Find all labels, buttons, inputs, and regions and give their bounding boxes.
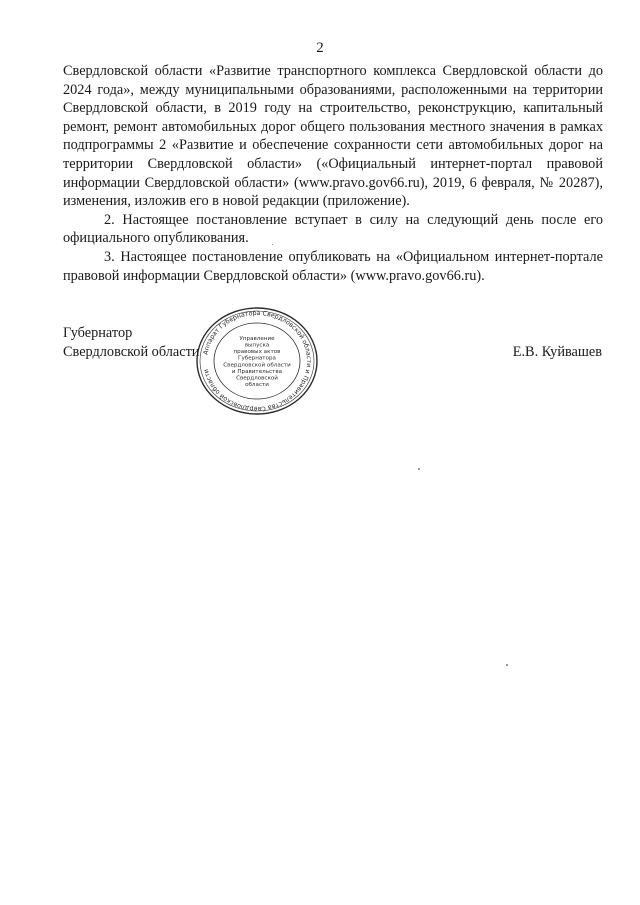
seal-center-line: Свердловской области xyxy=(223,362,291,369)
svg-text:Аппарат Губернатора Свердловск: Аппарат Губернатора Свердловской области и Правительства Свердловской области xyxy=(202,309,313,413)
signatory-name: Е.В. Куйвашев xyxy=(512,344,602,360)
official-seal xyxy=(193,306,321,416)
paragraph-2: 2. Настоящее постановление вступает в силу на следующий день после его официального опубликования. xyxy=(63,211,603,247)
seal-center-line: Губернатора xyxy=(238,355,276,362)
seal-center-line: Свердловской xyxy=(236,375,278,382)
seal-center-line: Управление xyxy=(239,335,275,342)
page-number: 2 xyxy=(316,40,324,56)
signatory-title-line2: Свердловской области xyxy=(63,344,200,360)
signatory-title-line1: Губернатор xyxy=(63,325,133,341)
seal-center-line: области xyxy=(245,382,269,389)
seal-center-line: и Правительства xyxy=(231,368,283,375)
document-body xyxy=(63,62,603,285)
paragraph-3: 3. Настоящее постановление опубликовать на «Официальном интернет-портале правовой информации Свердловской области» (www.pravo.gov66.ru). xyxy=(63,248,603,284)
seal-center-line: правовых актов xyxy=(233,349,281,356)
seal-center-line: выпуска xyxy=(244,342,270,349)
signatory-title xyxy=(63,324,199,362)
paragraph-1-continuation: Свердловской области «Развитие транспортного комплекса Свердловской области до 2024 года», между муниципальными образованиями, расположенными на территории Свердловской области, в 2019 году на строительство, реконструкцию, капитальный ремонт, ремонт автомобильных дорог общего пользования местного значения в рамках подпрограммы 2 «Развитие и обеспечение сохранности сети автомобильных дорог на территории Свердловской области» («Официальный интернет-портал правовой информации Свердловской области» (www.pravo.gov66.ru), 2019, 6 февраля, № 20287), изменения, изложив его в новой редакции (приложение). xyxy=(63,63,603,210)
